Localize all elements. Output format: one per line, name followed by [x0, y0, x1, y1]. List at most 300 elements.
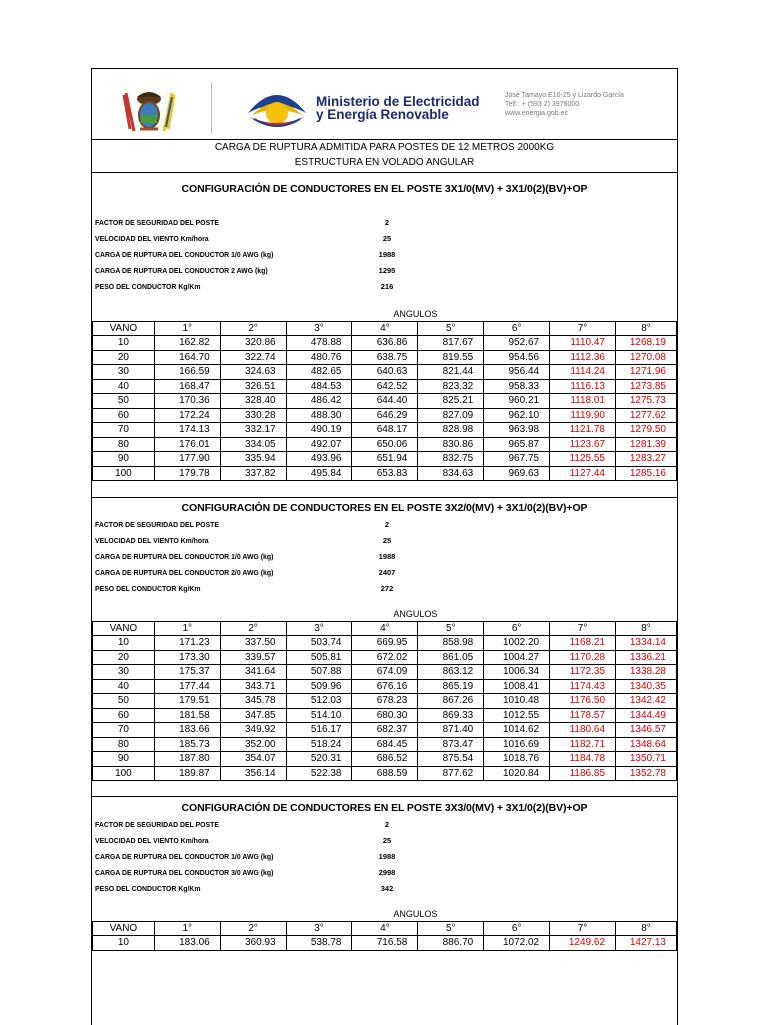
load-cell: 1427.13 — [616, 936, 677, 951]
load-cell: 960.21 — [484, 394, 550, 409]
vano-cell: 80 — [93, 737, 155, 752]
param-row-carga-ruptura-1-0 — [95, 549, 655, 565]
vano-cell: 30 — [93, 365, 155, 380]
ministry-name-line2: y Energía Renovable — [316, 107, 449, 122]
load-cell: 638.75 — [352, 350, 418, 365]
vano-cell: 60 — [93, 708, 155, 723]
load-cell: 716.58 — [352, 936, 418, 951]
load-cell: 174.13 — [154, 423, 220, 438]
parameters-block — [95, 517, 655, 597]
param-row-velocidad-del-viento — [95, 231, 655, 247]
load-cell: 1116.13 — [550, 379, 616, 394]
load-cell: 669.95 — [352, 636, 418, 651]
load-cell: 1340.35 — [616, 679, 677, 694]
vano-cell: 100 — [93, 466, 155, 481]
load-cell: 522.38 — [286, 766, 352, 781]
load-cell: 1180.64 — [550, 723, 616, 738]
param-row-carga-ruptura-conductor — [95, 263, 655, 279]
param-label: CARGA DE RUPTURA DEL CONDUCTOR 1/0 AWG (kg) — [95, 250, 274, 259]
parameters-block — [95, 817, 655, 897]
vano-cell: 10 — [93, 936, 155, 951]
load-cell: 1174.43 — [550, 679, 616, 694]
load-cell: 1119.90 — [550, 408, 616, 423]
load-cell: 328.40 — [220, 394, 286, 409]
load-cell: 1176.50 — [550, 694, 616, 709]
load-cell: 967.75 — [484, 452, 550, 467]
load-cell: 644.40 — [352, 394, 418, 409]
load-cell: 832.75 — [418, 452, 484, 467]
load-cell: 642.52 — [352, 379, 418, 394]
load-cell: 1352.78 — [616, 766, 677, 781]
load-cell: 507.88 — [286, 665, 352, 680]
load-cell: 1279.50 — [615, 423, 676, 438]
angles-table — [92, 307, 677, 481]
load-cell: 821.44 — [418, 365, 484, 380]
param-value: 272 — [380, 584, 394, 593]
header-row — [93, 921, 677, 936]
load-cell: 867.26 — [418, 694, 484, 709]
load-cell: 505.81 — [286, 650, 352, 665]
load-cell: 1285.16 — [615, 466, 676, 481]
angles-table — [92, 907, 677, 951]
vano-cell: 80 — [93, 437, 155, 452]
load-cell: 875.54 — [418, 752, 484, 767]
param-value: 25 — [382, 234, 392, 243]
load-cell: 865.19 — [418, 679, 484, 694]
angle-header: 7° — [550, 921, 616, 936]
load-cell: 674.09 — [352, 665, 418, 680]
angle-header: 3° — [286, 321, 352, 336]
vano-cell: 70 — [93, 723, 155, 738]
load-cell: 954.56 — [484, 350, 550, 365]
header-row — [93, 321, 677, 336]
angle-header: 2° — [220, 921, 286, 936]
load-cell: 648.17 — [352, 423, 418, 438]
load-cell: 1178.57 — [550, 708, 616, 723]
load-cell: 337.50 — [220, 636, 286, 651]
load-cell: 320.86 — [220, 336, 286, 351]
load-cell: 183.06 — [154, 936, 220, 951]
load-cell: 830.86 — [418, 437, 484, 452]
load-cell: 495.84 — [286, 466, 352, 481]
param-value: 2 — [384, 520, 390, 529]
load-cell: 520.31 — [286, 752, 352, 767]
load-cell: 176.01 — [154, 437, 220, 452]
angle-header: 3° — [286, 921, 352, 936]
blank-cell — [93, 607, 155, 621]
angles-caption-row — [93, 607, 677, 621]
table-row — [93, 423, 677, 438]
vano-cell: 50 — [93, 394, 155, 409]
param-label: CARGA DE RUPTURA DEL CONDUCTOR 2 AWG (kg) — [95, 266, 268, 275]
table-row — [93, 679, 677, 694]
load-cell: 958.33 — [484, 379, 550, 394]
load-cell: 1186.85 — [550, 766, 616, 781]
load-cell: 873.47 — [418, 737, 484, 752]
load-cell: 1338.28 — [616, 665, 677, 680]
load-cell: 177.90 — [154, 452, 220, 467]
load-cell: 825.21 — [418, 394, 484, 409]
load-cell: 512.03 — [286, 694, 352, 709]
load-cell: 354.07 — [220, 752, 286, 767]
angle-header: 8° — [616, 621, 677, 636]
load-cell: 680.30 — [352, 708, 418, 723]
param-row-carga-ruptura-1-0 — [95, 247, 655, 263]
load-cell: 817.67 — [418, 336, 484, 351]
load-cell: 516.17 — [286, 723, 352, 738]
load-cell: 478.88 — [286, 336, 352, 351]
param-label: CARGA DE RUPTURA DEL CONDUCTOR 1/0 AWG (kg) — [95, 852, 274, 861]
vano-cell: 60 — [93, 408, 155, 423]
load-cell: 1275.73 — [615, 394, 676, 409]
load-cell: 1182.71 — [550, 737, 616, 752]
document-sheet — [91, 68, 678, 1025]
vano-cell: 100 — [93, 766, 155, 781]
load-cell: 823.32 — [418, 379, 484, 394]
param-row-factor-de-seguridad — [95, 517, 655, 533]
table-row — [93, 365, 677, 380]
param-label: CARGA DE RUPTURA DEL CONDUCTOR 3/0 AWG (kg) — [95, 868, 274, 877]
load-cell: 360.93 — [220, 936, 286, 951]
angles-caption-row — [93, 907, 677, 921]
header-row — [93, 621, 677, 636]
load-cell: 1008.41 — [484, 679, 550, 694]
load-cell: 1110.47 — [550, 336, 616, 351]
load-cell: 164.70 — [154, 350, 220, 365]
table-row — [93, 350, 677, 365]
param-value: 2 — [384, 218, 390, 227]
configuration-heading: CONFIGURACIÓN DE CONDUCTORES EN EL POSTE 3X2/0(MV) + 3X1/0(2)(BV)+OP — [181, 502, 588, 514]
load-cell: 1123.67 — [550, 437, 616, 452]
table-row — [93, 752, 677, 767]
load-cell: 189.87 — [154, 766, 220, 781]
load-cell: 1346.57 — [616, 723, 677, 738]
load-cell: 488.30 — [286, 408, 352, 423]
angle-header: 1° — [154, 921, 220, 936]
load-cell: 335.94 — [220, 452, 286, 467]
load-cell: 653.83 — [352, 466, 418, 481]
param-row-peso-del-conductor — [95, 581, 655, 597]
table-row — [93, 394, 677, 409]
load-cell: 480.76 — [286, 350, 352, 365]
param-label: PESO DEL CONDUCTOR Kg/Km — [95, 584, 201, 593]
vano-cell: 40 — [93, 679, 155, 694]
load-cell: 352.00 — [220, 737, 286, 752]
load-cell: 672.02 — [352, 650, 418, 665]
load-cell: 1184.78 — [550, 752, 616, 767]
vano-cell: 70 — [93, 423, 155, 438]
load-cell: 861.05 — [418, 650, 484, 665]
load-cell: 640.63 — [352, 365, 418, 380]
load-cell: 324.63 — [220, 365, 286, 380]
table-row — [93, 650, 677, 665]
letterhead — [92, 69, 677, 139]
param-label: CARGA DE RUPTURA DEL CONDUCTOR 2/0 AWG (kg) — [95, 568, 274, 577]
load-cell: 1350.71 — [616, 752, 677, 767]
load-cell: 484.53 — [286, 379, 352, 394]
param-value: 1988 — [378, 250, 396, 259]
angle-header: 8° — [616, 921, 677, 936]
load-cell: 1172.35 — [550, 665, 616, 680]
load-cell: 179.51 — [154, 694, 220, 709]
vano-cell: 90 — [93, 452, 155, 467]
load-cell: 1125.55 — [550, 452, 616, 467]
load-cell: 650.06 — [352, 437, 418, 452]
address-line: José Tamayo E10-25 y Lizardo García — [505, 92, 624, 99]
load-cell: 332.17 — [220, 423, 286, 438]
angle-header: 2° — [220, 321, 286, 336]
load-cell: 538.78 — [286, 936, 352, 951]
param-value: 216 — [380, 282, 394, 291]
load-cell: 177.44 — [154, 679, 220, 694]
param-row-factor-de-seguridad — [95, 817, 655, 833]
load-cell: 1334.14 — [616, 636, 677, 651]
load-cell: 1072.02 — [484, 936, 550, 951]
load-cell: 343.71 — [220, 679, 286, 694]
param-label: VELOCIDAD DEL VIENTO Km/hora — [95, 836, 209, 845]
vano-cell: 40 — [93, 379, 155, 394]
load-cell: 162.82 — [154, 336, 220, 351]
load-cell: 651.94 — [352, 452, 418, 467]
param-label: FACTOR DE SEGURIDAD DEL POSTE — [95, 218, 219, 227]
load-cell: 183.66 — [154, 723, 220, 738]
load-cell: 1273.85 — [615, 379, 676, 394]
angle-header: 4° — [352, 321, 418, 336]
angle-header: 3° — [286, 621, 352, 636]
load-cell: 345.78 — [220, 694, 286, 709]
vano-cell: 10 — [93, 636, 155, 651]
load-cell: 514.10 — [286, 708, 352, 723]
load-cell: 334.05 — [220, 437, 286, 452]
angle-header: 2° — [220, 621, 286, 636]
load-cell: 1249.62 — [550, 936, 616, 951]
load-cell: 869.33 — [418, 708, 484, 723]
param-label: PESO DEL CONDUCTOR Kg/Km — [95, 282, 201, 291]
load-cell: 1014.62 — [484, 723, 550, 738]
load-cell: 952.67 — [484, 336, 550, 351]
load-cell: 168.47 — [154, 379, 220, 394]
param-row-carga-ruptura-1-0 — [95, 849, 655, 865]
param-label: FACTOR DE SEGURIDAD DEL POSTE — [95, 520, 219, 529]
configuration-heading: CONFIGURACIÓN DE CONDUCTORES EN EL POSTE 3X3/0(MV) + 3X1/0(2)(BV)+OP — [181, 802, 588, 814]
load-cell: 682.37 — [352, 723, 418, 738]
load-cell: 965.87 — [484, 437, 550, 452]
load-cell: 1114.24 — [550, 365, 616, 380]
load-cell: 963.98 — [484, 423, 550, 438]
table-row — [93, 437, 677, 452]
website-line: www.energia.gob.ec — [505, 110, 569, 117]
param-value: 25 — [382, 536, 392, 545]
ministry-address — [505, 91, 624, 118]
angle-header: 6° — [484, 621, 550, 636]
load-cell: 1020.84 — [484, 766, 550, 781]
load-cell: 509.96 — [286, 679, 352, 694]
load-cell: 347.85 — [220, 708, 286, 723]
load-cell: 322.74 — [220, 350, 286, 365]
section-divider — [92, 497, 677, 498]
load-cell: 1004.27 — [484, 650, 550, 665]
param-label: VELOCIDAD DEL VIENTO Km/hora — [95, 234, 209, 243]
vano-header: VANO — [93, 921, 155, 936]
param-row-factor-de-seguridad — [95, 215, 655, 231]
load-cell: 1283.27 — [615, 452, 676, 467]
section-divider — [92, 796, 677, 797]
angle-header: 6° — [484, 921, 550, 936]
vano-cell: 20 — [93, 350, 155, 365]
load-cell: 1127.44 — [550, 466, 616, 481]
load-cell: 339.57 — [220, 650, 286, 665]
angle-header: 4° — [352, 921, 418, 936]
param-value: 1988 — [378, 552, 396, 561]
load-cell: 166.59 — [154, 365, 220, 380]
param-value: 2 — [384, 820, 390, 829]
load-cell: 187.80 — [154, 752, 220, 767]
load-cell: 482.65 — [286, 365, 352, 380]
load-cell: 684.45 — [352, 737, 418, 752]
load-cell: 956.44 — [484, 365, 550, 380]
load-cell: 185.73 — [154, 737, 220, 752]
parameters-block — [95, 215, 655, 295]
load-cell: 326.51 — [220, 379, 286, 394]
load-cell: 688.59 — [352, 766, 418, 781]
load-cell: 1018.76 — [484, 752, 550, 767]
document-subtitle: ESTRUCTURA EN VOLADO ANGULAR — [294, 157, 475, 168]
vano-cell: 30 — [93, 665, 155, 680]
param-row-velocidad-del-viento — [95, 833, 655, 849]
angle-header: 7° — [550, 621, 616, 636]
load-cell: 349.92 — [220, 723, 286, 738]
param-row-carga-ruptura-conductor — [95, 865, 655, 881]
ministry-name — [316, 95, 480, 121]
load-cell: 1016.69 — [484, 737, 550, 752]
load-cell: 1336.21 — [616, 650, 677, 665]
param-value: 1295 — [378, 266, 396, 275]
angle-header: 6° — [484, 321, 550, 336]
angle-header: 7° — [550, 321, 616, 336]
load-cell: 175.37 — [154, 665, 220, 680]
load-cell: 678.23 — [352, 694, 418, 709]
load-cell: 490.19 — [286, 423, 352, 438]
load-cell: 1281.39 — [615, 437, 676, 452]
load-cell: 828.98 — [418, 423, 484, 438]
angle-header: 5° — [418, 621, 484, 636]
coat-of-arms-icon — [120, 85, 178, 137]
angles-caption: ANGULOS — [154, 607, 676, 621]
load-cell: 858.98 — [418, 636, 484, 651]
table-row — [93, 766, 677, 781]
table-row — [93, 379, 677, 394]
load-cell: 172.24 — [154, 408, 220, 423]
table-row — [93, 737, 677, 752]
angles-caption: ANGULOS — [154, 907, 676, 921]
vano-cell: 90 — [93, 752, 155, 767]
angle-header: 1° — [154, 321, 220, 336]
param-label: CARGA DE RUPTURA DEL CONDUCTOR 1/0 AWG (kg) — [95, 552, 274, 561]
param-row-carga-ruptura-conductor — [95, 565, 655, 581]
param-label: VELOCIDAD DEL VIENTO Km/hora — [95, 536, 209, 545]
table-row — [93, 665, 677, 680]
document-title: CARGA DE RUPTURA ADMITIDA PARA POSTES DE 12 METROS 2000KG — [214, 142, 555, 153]
angle-header: 5° — [418, 321, 484, 336]
load-cell: 171.23 — [154, 636, 220, 651]
table-row — [93, 466, 677, 481]
blank-cell — [93, 307, 155, 321]
load-cell: 1121.78 — [550, 423, 616, 438]
load-cell: 486.42 — [286, 394, 352, 409]
load-cell: 1012.55 — [484, 708, 550, 723]
angle-header: 8° — [615, 321, 676, 336]
load-cell: 337.82 — [220, 466, 286, 481]
table-row — [93, 408, 677, 423]
param-value: 2407 — [378, 568, 396, 577]
load-cell: 886.70 — [418, 936, 484, 951]
load-cell: 356.14 — [220, 766, 286, 781]
load-cell: 1270.08 — [615, 350, 676, 365]
load-cell: 1010.48 — [484, 694, 550, 709]
load-cell: 877.62 — [418, 766, 484, 781]
load-cell: 518.24 — [286, 737, 352, 752]
load-cell: 827.09 — [418, 408, 484, 423]
table-row — [93, 452, 677, 467]
divider — [92, 172, 677, 173]
load-cell: 1268.19 — [615, 336, 676, 351]
load-cell: 871.40 — [418, 723, 484, 738]
load-cell: 330.28 — [220, 408, 286, 423]
table-row — [93, 708, 677, 723]
load-cell: 819.55 — [418, 350, 484, 365]
load-cell: 181.58 — [154, 708, 220, 723]
vano-cell: 10 — [93, 336, 155, 351]
load-cell: 503.74 — [286, 636, 352, 651]
param-label: PESO DEL CONDUCTOR Kg/Km — [95, 884, 201, 893]
param-row-peso-del-conductor — [95, 279, 655, 295]
load-cell: 646.29 — [352, 408, 418, 423]
load-cell: 1002.20 — [484, 636, 550, 651]
vano-cell: 50 — [93, 694, 155, 709]
load-cell: 170.36 — [154, 394, 220, 409]
table-row — [93, 694, 677, 709]
load-cell: 173.30 — [154, 650, 220, 665]
param-value: 1988 — [378, 852, 396, 861]
header-divider — [211, 83, 212, 133]
configuration-heading: CONFIGURACIÓN DE CONDUCTORES EN EL POSTE 3X1/0(MV) + 3X1/0(2)(BV)+OP — [181, 183, 588, 195]
load-cell: 179.78 — [154, 466, 220, 481]
angle-header: 4° — [352, 621, 418, 636]
ministry-name-line1: Ministerio de Electricidad — [316, 94, 480, 109]
load-cell: 676.16 — [352, 679, 418, 694]
angle-header: 5° — [418, 921, 484, 936]
load-cell: 493.96 — [286, 452, 352, 467]
load-cell: 962.10 — [484, 408, 550, 423]
table-row — [93, 336, 677, 351]
divider — [92, 139, 677, 140]
load-cell: 1271.96 — [615, 365, 676, 380]
angles-caption: ANGULOS — [154, 307, 676, 321]
angles-caption-row — [93, 307, 677, 321]
table-row — [93, 936, 677, 951]
load-cell: 1168.21 — [550, 636, 616, 651]
angle-header: 1° — [154, 621, 220, 636]
param-value: 25 — [382, 836, 392, 845]
param-row-velocidad-del-viento — [95, 533, 655, 549]
load-cell: 1170.28 — [550, 650, 616, 665]
param-row-peso-del-conductor — [95, 881, 655, 897]
load-cell: 1342.42 — [616, 694, 677, 709]
vano-header: VANO — [93, 621, 155, 636]
load-cell: 636.86 — [352, 336, 418, 351]
load-cell: 1118.01 — [550, 394, 616, 409]
load-cell: 1112.36 — [550, 350, 616, 365]
